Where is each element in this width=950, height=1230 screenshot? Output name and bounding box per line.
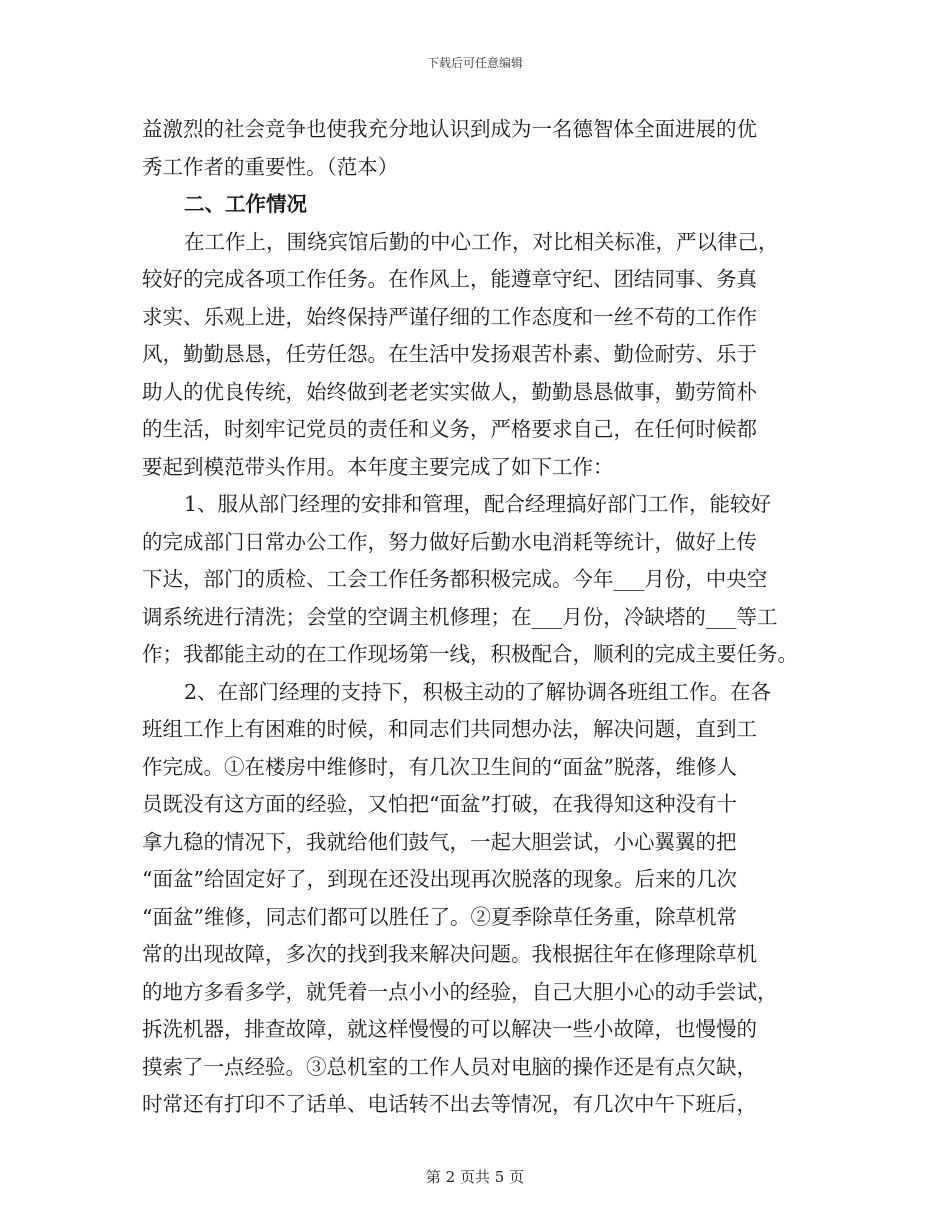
text-line: 拆洗机器，排查故障，就这样慢慢的可以解决一些小故障，也慢慢的: [142, 1017, 757, 1041]
text-line: 求实、乐观上进，始终保持严谨仔细的工作态度和一丝不苟的工作作: [142, 304, 757, 329]
text-line: 风，勤勤恳恳，任劳任怨。在生活中发扬艰苦朴素、勤俭耐劳、乐于: [142, 342, 757, 366]
text-line: 下达，部门的质检、工会工作任务都积极完成。今年___月份，中央空: [142, 567, 768, 591]
text-line: 作完成。①在楼房中维修时，有几次卫生间的“面盆”脱落，维修人: [142, 754, 737, 779]
text-line: 员既没有这方面的经验，又怕把“面盆”打破，在我得知这种没有十: [142, 792, 737, 816]
text-line: 作；我都能主动的在工作现场第一线，积极配合，顺利的完成主要任务。: [142, 642, 798, 666]
text-line: 常的出现故障，多次的找到我来解决问题。我根据往年在修理除草机: [142, 942, 757, 966]
text-line: 摸索了一点经验。③总机室的工作人员对电脑的操作还是有点欠缺，: [142, 1054, 757, 1079]
paragraph-start: 1、服从部门经理的安排和管理，配合经理搞好部门工作，能较好: [184, 492, 772, 516]
text-line: 时常还有打印不了话单、电话转不出去等情况，有几次中午下班后，: [142, 1092, 757, 1116]
text-line: 的地方多看多学，就凭着一点小小的经验，自己大胆小心的动手尝试，: [142, 979, 778, 1004]
section-heading: 二、工作情况: [184, 192, 307, 216]
text-line: 助人的优良传统，始终做到老老实实做人，勤勤恳恳做事，勤劳简朴: [142, 379, 757, 404]
text-line: 较好的完成各项工作任务。在作风上，能遵章守纪、团结同事、务真: [142, 267, 757, 291]
page-number: 第 2 页共 5 页: [425, 1168, 525, 1186]
text-line: 拿九稳的情况下，我就给他们鼓气，一起大胆尝试，小心翼翼的把: [142, 829, 737, 854]
document-body: [142, 111, 832, 1124]
text-line: 调系统进行清洗；会堂的空调主机修理；在___月份，冷缺塔的___等工: [142, 604, 778, 629]
text-line: 的生活，时刻牢记党员的责任和义务，严格要求自己，在任何时候都: [142, 417, 757, 441]
paragraph-start: 在工作上，围绕宾馆后勤的中心工作，对比相关标准，严以律己，: [184, 229, 779, 254]
text-line: 班组工作上有困难的时候，和同志们共同想办法，解决问题，直到工: [142, 717, 757, 741]
text-line: 秀工作者的重要性。（范本）: [142, 154, 399, 179]
text-line: “面盆”给固定好了，到现在还没出现再次脱落的现象。后来的几次: [142, 867, 737, 891]
text-line: “面盆”维修，同志们都可以胜任了。②夏季除草任务重，除草机常: [142, 904, 737, 929]
text-line: 益激烈的社会竞争也使我充分地认识到成为一名德智体全面进展的优: [142, 117, 757, 141]
page-header: 下载后可任意编辑: [426, 56, 523, 70]
paragraph-start: 2、在部门经理的支持下，积极主动的了解协调各班组工作。在各: [184, 679, 772, 704]
text-line: 的完成部门日常办公工作，努力做好后勤水电消耗等统计，做好上传: [142, 529, 757, 554]
text-line: 要起到模范带头作用。本年度主要完成了如下工作：: [142, 454, 614, 479]
